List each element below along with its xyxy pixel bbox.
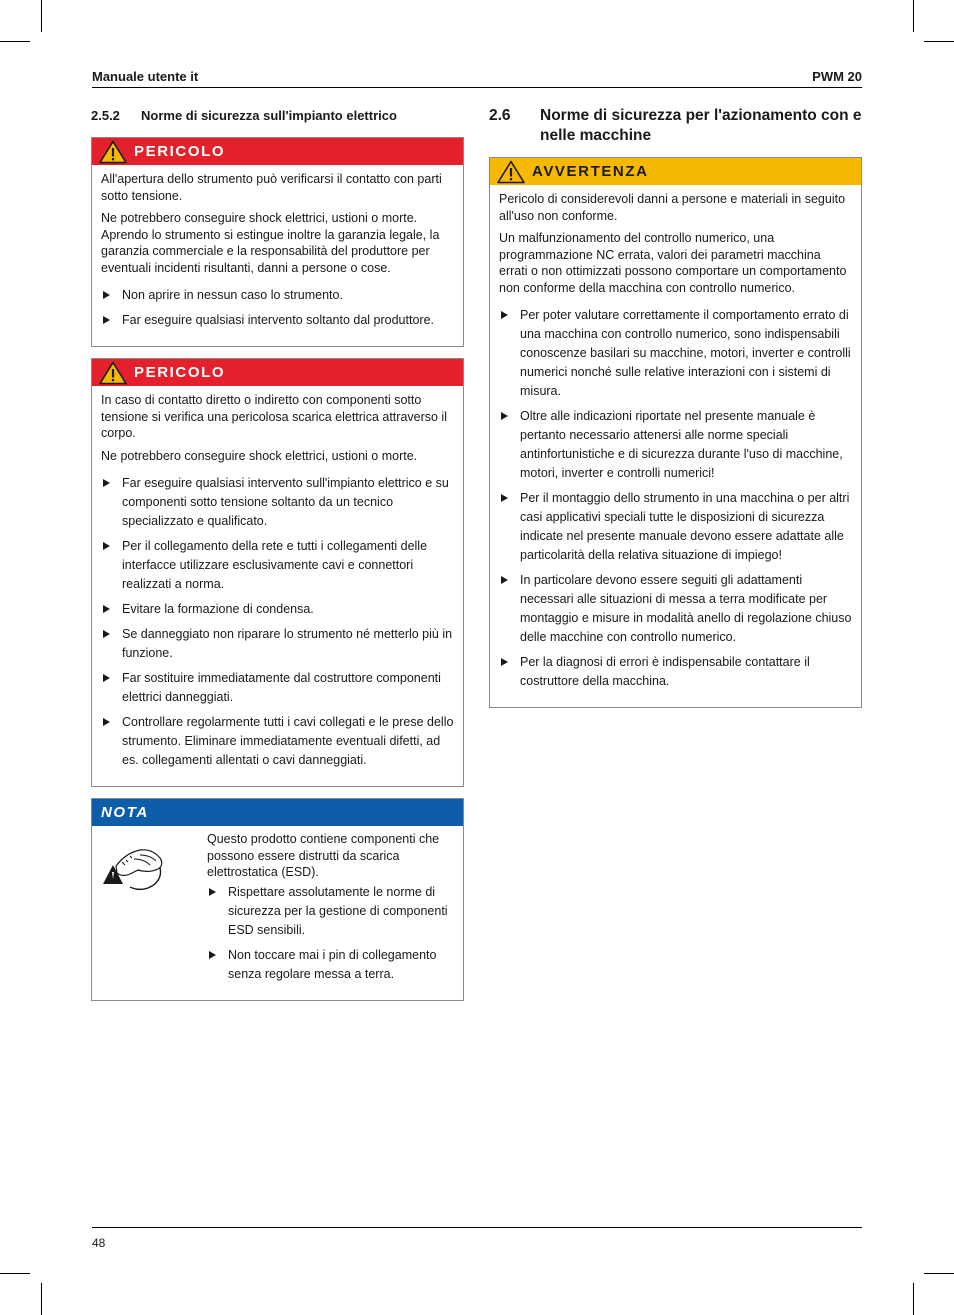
list-item (101, 713, 454, 770)
note-label: NOTA (101, 804, 149, 821)
arrow-bullet-icon (103, 291, 110, 299)
list-item (101, 311, 454, 330)
list-item-text: Far sostituire immediatamente dal costruttore componenti elettrici danneggiati. (122, 671, 441, 704)
danger-bar (92, 138, 463, 165)
list-item (499, 489, 852, 565)
list-item-text: Far eseguire qualsiasi intervento soltanto dal produttore. (122, 313, 434, 327)
manual-title: Manuale utente it (92, 69, 199, 84)
list-item (207, 946, 453, 984)
crop-mark (924, 41, 954, 42)
paragraph: In caso di contatto diretto o indiretto con componenti sotto tensione si verifica una pericolosa scarica elettrica attraverso il corpo. (101, 393, 447, 440)
crop-mark (924, 1273, 954, 1274)
warning-triangle-icon (496, 160, 526, 184)
page-number: 48 (92, 1236, 106, 1250)
arrow-bullet-icon (209, 951, 216, 959)
danger-box (91, 137, 464, 347)
list-item (101, 474, 454, 531)
list-item (101, 600, 454, 619)
list-item-text: Controllare regolarmente tutti i cavi collegati e le prese dello strumento. Eliminare immediatamente eventuali difetti, ad es. collegamenti allentati o cavi danneggiati. (122, 715, 454, 767)
arrow-bullet-icon (501, 576, 508, 584)
list-item-text: Non toccare mai i pin di collegamento senza regolare messa a terra. (228, 947, 437, 981)
list-item-text: Per la diagnosi di errori è indispensabile contattare il costruttore della macchina. (520, 655, 810, 688)
crop-mark (0, 41, 30, 42)
section-heading (489, 106, 862, 146)
left-column (91, 106, 464, 1012)
note-bar (92, 799, 463, 826)
list-item-text: Per poter valutare correttamente il comportamento errato di una macchina con controllo numerico, sono indispensabili conoscenze basilari su macchine, motori, inverter e controlli numerici nonché sulle relative interazioni con i sistemi di misura. (520, 308, 851, 398)
note-content (92, 826, 463, 1000)
arrow-bullet-icon (103, 674, 110, 682)
list-item-text: Se danneggiato non riparare lo strumento né metterlo più in funzione. (122, 627, 453, 660)
danger-content (92, 165, 463, 346)
warning-triangle-icon (98, 361, 128, 385)
danger-box (91, 358, 464, 787)
arrow-bullet-icon (501, 311, 508, 319)
arrow-bullet-icon (501, 412, 508, 420)
list-item-text: Per il montaggio dello strumento in una macchina o per altri casi applicativi speciali tutte le disposizioni di sicurezza indicate nel presente manuale devono essere adattate alle particolarità della relativa situazione di impiego! (520, 491, 850, 562)
list-item (499, 571, 852, 647)
instruction-list (499, 306, 852, 691)
arrow-bullet-icon (209, 888, 216, 896)
arrow-bullet-icon (103, 718, 110, 726)
list-item (499, 653, 852, 691)
warning-content (490, 185, 861, 707)
list-item-text: Rispettare assolutamente le norme di sicurezza per la gestione di componenti ESD sensibili. (228, 884, 448, 937)
instruction-list (101, 474, 454, 770)
paragraph: All'apertura dello strumento può verificarsi il contatto con parti sotto tensione. (101, 172, 442, 203)
section-title: Norme di sicurezza per l'azionamento con e nelle macchine (540, 107, 862, 144)
esd-icon (100, 831, 207, 990)
danger-content (92, 386, 463, 786)
list-item-text: Far eseguire qualsiasi intervento sull'impianto elettrico e su componenti sotto tensione soltanto da un tecnico specializzato e qualificato. (122, 476, 449, 528)
footer-rule (92, 1227, 862, 1228)
list-item-text: Non aprire in nessun caso lo strumento. (122, 288, 343, 302)
arrow-bullet-icon (501, 494, 508, 502)
crop-mark (913, 0, 914, 32)
arrow-bullet-icon (103, 542, 110, 550)
list-item-text: Per il collegamento della rete e tutti i collegamenti delle interfacce utilizzare esclusivamente cavi e connettori realizzati a norma. (122, 539, 428, 591)
section-number: 2.5.2 (91, 107, 120, 123)
section-number: 2.6 (489, 107, 511, 124)
paragraph: Un malfunzionamento del controllo numerico, una programmazione NC errata, valori dei parametri macchina errati o non ottimizzati possono comportare un comportamento non conforme della macchina con controllo numerico. (499, 231, 847, 295)
arrow-bullet-icon (103, 605, 110, 613)
list-item-text: Evitare la formazione di condensa. (122, 602, 314, 616)
crop-mark (0, 1273, 30, 1274)
warning-box (489, 157, 862, 708)
right-column (489, 106, 862, 719)
crop-mark (41, 0, 42, 32)
warning-triangle-icon (98, 140, 128, 164)
page-header (92, 68, 862, 88)
arrow-bullet-icon (103, 630, 110, 638)
list-item-text: Oltre alle indicazioni riportate nel presente manuale è pertanto necessario attenersi alle norme speciali antinfortunistiche e di sicurezza durante l'uso di macchine, motori, inverter e controlli numerici! (520, 409, 843, 480)
section-heading (91, 106, 464, 124)
instruction-list (207, 883, 453, 984)
list-item (101, 625, 454, 663)
arrow-bullet-icon (103, 479, 110, 487)
list-item (101, 669, 454, 707)
warning-label: AVVERTENZA (532, 163, 649, 180)
list-item (101, 286, 454, 305)
danger-label: PERICOLO (134, 364, 226, 381)
danger-bar (92, 359, 463, 386)
list-item (499, 407, 852, 483)
paragraph: Pericolo di considerevoli danni a persone e materiali in seguito all'uso non conforme. (499, 192, 846, 223)
list-item (101, 537, 454, 594)
product-name: PWM 20 (812, 69, 862, 84)
warning-bar (490, 158, 861, 185)
crop-mark (913, 1283, 914, 1315)
paragraph: Questo prodotto contiene componenti che possono essere distrutti da scarica elettrostatica (ESD). (207, 832, 440, 879)
section-title: Norme di sicurezza sull'impianto elettrico (141, 107, 397, 123)
list-item-text: In particolare devono essere seguiti gli adattamenti necessari alle situazioni di messa a terra modificate per montaggio e misure in modalità anello di regolazione chiuso delle macchine con controllo numerico. (520, 573, 852, 644)
list-item (499, 306, 852, 401)
arrow-bullet-icon (103, 316, 110, 324)
danger-label: PERICOLO (134, 143, 226, 160)
list-item (207, 883, 453, 940)
paragraph: Ne potrebbero conseguire shock elettrici, ustioni o morte. (101, 448, 418, 463)
paragraph: Ne potrebbero conseguire shock elettrici, ustioni o morte. Aprendo lo strumento si estingue inoltre la garanzia legale, la garanzia commerciale e la responsabilità del produttore per eventuali incidenti risultanti, danni a persone o cose. (101, 211, 440, 275)
arrow-bullet-icon (501, 658, 508, 666)
note-box (91, 798, 464, 1001)
note-text (207, 831, 453, 990)
crop-mark (41, 1283, 42, 1315)
instruction-list (101, 286, 454, 330)
